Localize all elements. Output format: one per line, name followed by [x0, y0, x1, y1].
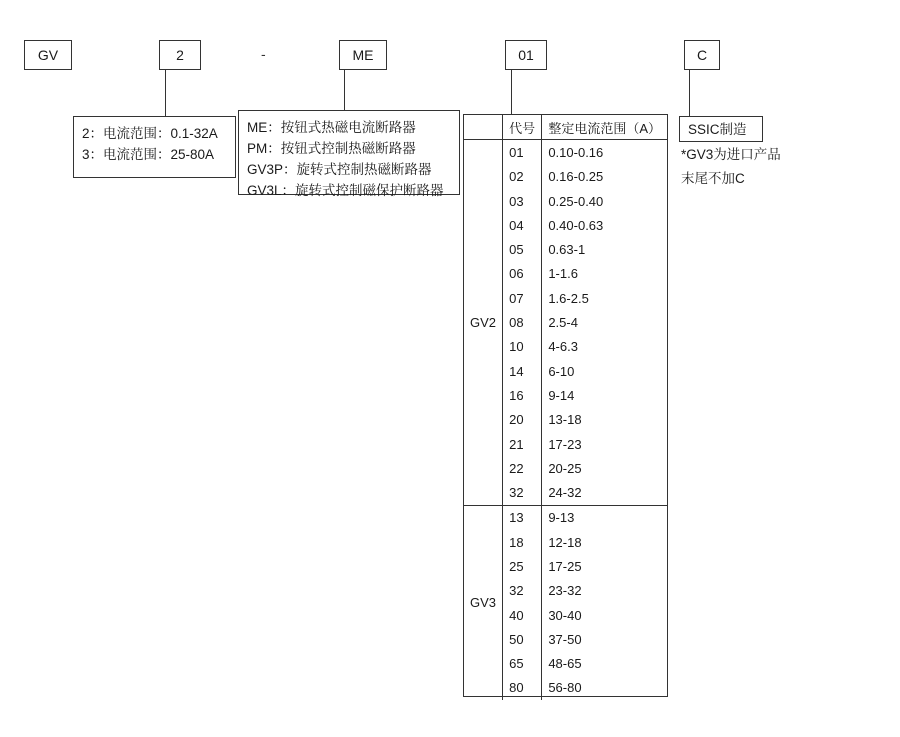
row-range: 30-40 — [548, 607, 582, 623]
series-label-gv2: GV2 — [464, 140, 503, 505]
code-box-series — [159, 40, 201, 70]
row-range: 24-32 — [548, 485, 582, 501]
code-box-type — [339, 40, 387, 70]
row-code: 14 — [503, 359, 542, 383]
row-range: 0.25-0.40 — [548, 193, 604, 209]
row-code: 16 — [503, 383, 542, 407]
table-row — [464, 505, 667, 530]
code-box-current-code-label: 01 — [518, 47, 534, 63]
series-desc-line-1: 2：电流范围：0.1-32A — [82, 126, 218, 141]
row-code: 02 — [503, 165, 542, 189]
row-range: 20-25 — [548, 460, 582, 476]
row-range: 1.6-2.5 — [548, 290, 589, 306]
type-desc-line-3: GV3P：旋转式控制热磁断路器 — [247, 162, 432, 177]
row-range: 23-32 — [548, 583, 582, 599]
row-range: 6-10 — [548, 363, 575, 379]
code-separator: - — [261, 46, 266, 62]
row-code: 20 — [503, 408, 542, 432]
header-series-cell — [464, 115, 503, 140]
row-code: 08 — [503, 310, 542, 334]
row-range: 37-50 — [548, 631, 582, 647]
row-code: 07 — [503, 286, 542, 310]
row-code: 65 — [503, 652, 542, 676]
connector-current-code — [511, 70, 512, 114]
row-code: 10 — [503, 335, 542, 359]
row-code: 05 — [503, 237, 542, 261]
origin-description-box — [679, 116, 763, 142]
row-code: 40 — [503, 603, 542, 627]
row-range: 17-23 — [548, 436, 582, 452]
type-desc-line-1: ME：按钮式热磁电流断路器 — [247, 120, 416, 135]
row-range: 1-1.6 — [548, 266, 578, 282]
code-box-series-label: 2 — [176, 47, 184, 63]
row-range: 0.10-0.16 — [548, 144, 604, 160]
type-description-box — [238, 110, 460, 198]
current-range-table — [463, 114, 668, 697]
code-box-prefix — [24, 40, 72, 70]
origin-desc-label: SSIC制造 — [688, 121, 747, 137]
row-code: 06 — [503, 262, 542, 286]
row-range: 9-13 — [542, 505, 667, 530]
series-desc-line-2: 3：电流范围：25-80A — [82, 147, 215, 162]
row-range: 56-80 — [548, 680, 582, 696]
table-row — [464, 140, 667, 165]
row-range: 4-6.3 — [548, 339, 578, 355]
row-code: 21 — [503, 432, 542, 456]
header-code: 代号 — [503, 115, 542, 140]
row-range: 2.5-4 — [548, 315, 578, 331]
code-box-type-label: ME — [352, 47, 374, 63]
row-range: 17-25 — [548, 558, 582, 574]
row-range: 13-18 — [548, 412, 582, 428]
series-description-box — [73, 116, 236, 178]
origin-note-1: *GV3为进口产品 — [681, 147, 781, 162]
row-code: 80 — [503, 676, 542, 700]
connector-series — [165, 70, 166, 116]
row-code: 32 — [503, 579, 542, 603]
row-code: 01 — [503, 140, 542, 165]
row-code: 13 — [503, 505, 542, 530]
series-label-gv3: GV3 — [464, 505, 503, 700]
row-range: 0.16-0.25 — [548, 169, 604, 185]
row-code: 03 — [503, 189, 542, 213]
origin-note-2: 末尾不加C — [681, 171, 745, 186]
row-code: 32 — [503, 480, 542, 505]
row-range: 12-18 — [548, 534, 582, 550]
code-box-origin-label: C — [696, 47, 708, 63]
row-range: 0.40-0.63 — [548, 217, 604, 233]
header-range: 整定电流范围（A） — [542, 115, 667, 140]
code-box-prefix-label: GV — [37, 47, 59, 63]
type-desc-line-4: GV3L：旋转式控制磁保护断路器 — [247, 183, 444, 198]
row-range: 0.63-1 — [548, 242, 586, 258]
code-box-current-code — [505, 40, 547, 70]
connector-type — [344, 70, 345, 110]
row-code: 22 — [503, 456, 542, 480]
type-desc-line-2: PM：按钮式控制热磁断路器 — [247, 141, 416, 156]
row-code: 18 — [503, 530, 542, 554]
row-code: 04 — [503, 213, 542, 237]
row-range: 9-14 — [548, 387, 575, 403]
current-range-table-body — [464, 115, 667, 700]
code-box-origin — [684, 40, 720, 70]
connector-origin — [689, 70, 690, 116]
table-header-row — [464, 115, 667, 140]
row-code: 50 — [503, 627, 542, 651]
row-range: 48-65 — [548, 656, 582, 672]
row-code: 25 — [503, 554, 542, 578]
